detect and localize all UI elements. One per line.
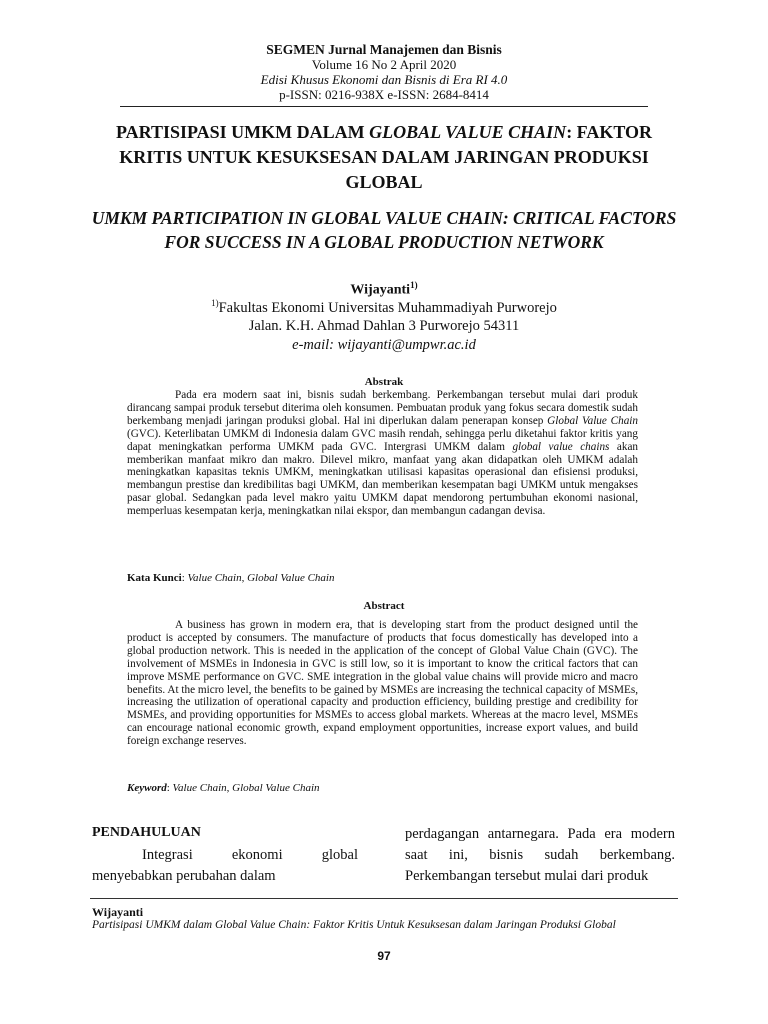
abstrak-text-3: akan memberikan manfaat mikro dan makro. Dilevel mikro, manfaat yang akan didapatkan oleh UMKM adalah meningkatkan kapasitas teknis UMKM, meningkatkan utilisasi kapasitas operasional dan efisiensi produksi, membangun prestise dan kredibilitas bagi UMKM, dan memberikan kesempatan bagi UMKM untuk mengakses pasar global. Sedangkan pada level makro yaitu UMKM dapat mendorong pertumbuhan ekonomi nasional, memperluas kesempatan kerja, meningkatkan nilai ekspor, dan membangun cadangan devisa. [127,440,639,518]
abstract-body: A business has grown in modern era, that is developing start from the product designed until the product is accepted by consumers. The manufacture of products that focus domestically has developed into a global production network. This is needed in the application of the concept of Global Value Chain (GVC). The involvement of MSMEs in Indonesia in GVC is still low, so it is important to know the critical factors that can improve MSME performance on GVC. SME integration in the global value chains will provide micro and macro benefits. At the micro level, the benefits to be gained by MSMEs are increasing the technical capacity of MSMEs, increasing the utilization of operational capacity and production efficiency, building prestige and credibility for MSMEs, and providing opportunities for MSMEs to access global markets. Whereas at the macro level, MSMEs can encourage national economic growth, expand employment opportunities, increase export values, and build foreign exchange reserves. [127,619,638,748]
abstract-heading: Abstract [363,600,405,612]
abstrak-heading: Abstrak [364,376,404,388]
title-id-part1: PARTISIPASI UMKM DALAM [115,122,370,142]
body-column-left: Integrasi ekonomi global menyebabkan perubahan dalam [92,847,358,884]
kata-kunci-values: Value Chain, Global Value Chain [187,572,335,584]
title-indonesian [90,120,678,195]
keyword-separator: : [166,782,173,794]
affiliation-text: Fakultas Ekonomi Universitas Muhammadiyah Purworejo [218,299,557,316]
kata-kunci-separator: : [181,572,188,584]
kata-kunci [127,572,335,584]
title-english: UMKM PARTICIPATION IN GLOBAL VALUE CHAIN: CRITICAL FACTORS FOR SUCCESS IN A GLOBAL PRODUCTION NETWORK [91,208,677,252]
title-id-part2: : FAKTOR KRITIS UNTUK KESUKSESAN DALAM JARINGAN PRODUKSI GLOBAL [119,122,653,192]
abstrak-text-1: Pada era modern saat ini, bisnis sudah berkembang. Perkembangan tersebut mulai dari produk dirancang sampai produk tersebut diterima oleh konsumen. Pembuatan produk yang fokus secara domestik sudah berkembang menjadi jaringan produksi global. Hal ini diperlukan dalam penerapan konsep [127,389,638,427]
title-id-italic: GLOBAL VALUE CHAIN [369,122,567,142]
header-divider [120,106,648,107]
footer-title: Partisipasi UMKM dalam Global Value Chain: Faktor Kritis Untuk Kesuksesan dalam Jaringan Produksi Global [92,919,616,931]
keyword-values: Value Chain, Global Value Chain [172,782,320,794]
author-email: e-mail: wijayanti@umpwr.ac.id [292,337,476,353]
keyword [127,782,320,794]
footer-divider [90,898,678,899]
affiliation-mark: 1) [211,298,219,308]
abstrak-italic-2: global value chains [512,440,610,453]
journal-volume: Volume 16 No 2 April 2020 [311,57,457,72]
abstrak-body [127,389,638,518]
journal-edition: Edisi Khusus Ekonomi dan Bisnis di Era RI 4.0 [260,72,508,87]
section-heading-pendahuluan: PENDAHULUAN [92,825,201,840]
journal-name: SEGMEN Jurnal Manajemen dan Bisnis [266,42,502,57]
author-affiliation [0,298,768,317]
journal-issn: p-ISSN: 0216-938X e-ISSN: 2684-8414 [279,87,489,102]
kata-kunci-label: Kata Kunci [127,572,182,584]
author-mark: 1) [410,280,418,290]
keyword-label: Keyword [127,782,167,794]
author-address: Jalan. K.H. Ahmad Dahlan 3 Purworejo 54311 [248,318,520,334]
abstrak-italic-1: Global Value Chain [547,414,638,427]
body-column-right: perdagangan antarnegara. Pada era modern saat ini, bisnis sudah berkembang. Perkembangan tersebut mulai dari produk [405,826,675,884]
footer-author: Wijayanti [92,905,144,919]
author-name-text: Wijayanti [350,282,411,298]
author-name [0,280,768,299]
abstrak-text-2: (GVC). Keterlibatan UMKM di Indonesia dalam GVC masih rendah, sehingga perlu diketahui faktor kritis yang dapat meningkatkan performa UMKM pada GVC. Intergrasi UMKM dalam [127,427,638,453]
page-number: 97 [377,949,391,963]
